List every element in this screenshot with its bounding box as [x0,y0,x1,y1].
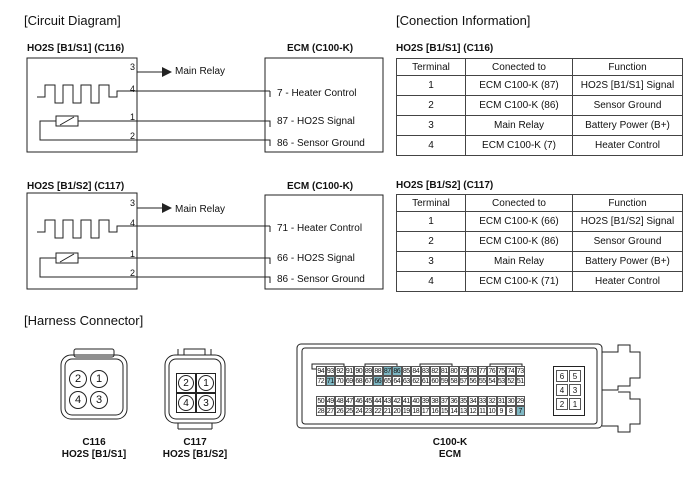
table-cell: ECM C100-K (66) [466,212,573,232]
table-cell: 1 [397,212,466,232]
connector-pin: 1 [569,398,581,410]
connector-pin: 45 [364,397,372,405]
connector-pin: 83 [421,367,429,375]
connector-pin: 30 [507,397,515,405]
connector-pin: 92 [336,367,344,375]
connector-pin: 80 [450,367,458,375]
table-cell: Sensor Ground [573,96,683,116]
wire-pin-label: 4 [130,84,136,94]
connector-pin: 56 [469,377,477,385]
wire-pin-label: 1 [130,249,136,259]
connector-pin: 29 [516,397,524,405]
ecm-title-1: ECM (C100-K) [287,43,354,54]
connection-info-heading: [Conection Information] [396,13,531,28]
wire-pin-label: 4 [130,218,136,228]
connector-pin: 74 [507,367,515,375]
connector-pin: 1 [90,370,108,388]
table-title-c117: HO2S [B1/S2] (C117) [396,180,494,191]
connector-pin: 89 [364,367,372,375]
table-cell: 3 [397,116,466,136]
connector-pin: 65 [383,377,391,385]
sensor-box-c117 [27,193,137,289]
connector-pin: 37 [440,397,448,405]
heater-element-2 [37,220,270,238]
connector-name: ECM [438,449,462,460]
table-cell: HO2S [B1/S2] Signal [573,212,683,232]
table-title-c116: HO2S [B1/S1] (C116) [396,43,494,54]
table-cell: ECM C100-K (87) [466,76,573,96]
table-cell: 2 [397,232,466,252]
connector-pin: 77 [478,367,486,375]
connector-pin: 5 [569,370,581,382]
connector-pin: 36 [450,397,458,405]
table-cell: Heater Control [573,136,683,156]
table-cell: HO2S [B1/S1] Signal [573,76,683,96]
table-cell: 4 [397,272,466,292]
connector-pin: 93 [326,367,334,375]
table-cell: 3 [397,252,466,272]
connector-pin: 48 [336,397,344,405]
harness-connector-heading: [Harness Connector] [24,313,144,328]
table-row [397,252,683,272]
connector-pin: 7 [516,406,526,416]
table-cell: ECM C100-K (7) [466,136,573,156]
connector-pin: 2 [69,370,87,388]
table-row [397,136,683,156]
connector-pin: 68 [355,377,363,385]
connector-pin: 50 [317,397,325,405]
sensor-title-c117: HO2S [B1/S2] (C117) [27,181,125,192]
connector-c117-caption [145,437,245,461]
connector-pin: 40 [412,397,420,405]
connector-pin: 28 [317,407,325,415]
connector-pin: 32 [488,397,496,405]
ecm-box-1 [265,58,383,152]
column-header: Terminal [397,59,466,76]
column-header: Terminal [397,195,466,212]
table-cell: ECM C100-K (86) [466,96,573,116]
ecm-box-2 [265,195,383,289]
connector-pin: 4 [69,391,87,409]
table-cell: ECM C100-K (86) [466,232,573,252]
connector-pin: 13 [459,407,467,415]
connector-pin: 71 [326,377,334,385]
wire-pin-label: 3 [130,198,136,208]
table-row [397,116,683,136]
connector-pin: 46 [355,397,363,405]
connector-code: C100-K [432,437,468,448]
main-relay-label-2: Main Relay [175,204,226,215]
connector-pin: 91 [345,367,353,375]
ecm-title-2: ECM (C100-K) [287,181,354,192]
wire-pin-label: 1 [130,112,136,122]
wire-pin-label: 3 [130,62,136,72]
connector-pin: 41 [402,397,410,405]
table-cell: 4 [397,136,466,156]
ecm-pin-label: 86 - Sensor Ground [277,138,365,149]
ecm-pin-label: 66 - HO2S Signal [277,253,355,264]
connector-pin: 25 [345,407,353,415]
ecm-pin-label: 86 - Sensor Ground [277,274,365,285]
connector-pin: 3 [569,384,581,396]
connector-ecm-caption [400,437,500,461]
connector-pin: 16 [431,407,439,415]
connector-pin: 88 [374,367,382,375]
connector-pin: 69 [345,377,353,385]
connector-code: C117 [183,437,207,448]
connector-pin: 31 [497,397,505,405]
table-header-row [397,59,683,76]
column-header: Conected to [466,195,573,212]
connector-pin: 60 [431,377,439,385]
ecm-pin-label: 71 - Heater Control [277,223,363,234]
connector-pin: 33 [478,397,486,405]
connector-pin: 24 [355,407,363,415]
connector-pin: 2 [556,398,568,410]
connector-pin: 67 [364,377,372,385]
connector-pin: 3 [90,391,108,409]
connector-pin: 20 [393,407,401,415]
connector-pin: 34 [469,397,477,405]
table-cell: Battery Power (B+) [573,116,683,136]
connector-pin: 84 [412,367,420,375]
connector-pin: 6 [556,370,568,382]
connector-pin: 14 [450,407,458,415]
column-header: Conected to [466,59,573,76]
connector-c116-caption [44,437,144,461]
connector-pin: 72 [317,377,325,385]
connector-pin: 59 [440,377,448,385]
column-header: Function [573,195,683,212]
connector-pin: 70 [336,377,344,385]
relay-arrow-icon [162,67,172,77]
circuit-diagram-heading: [Circuit Diagram] [24,13,121,28]
sensor-box-c116 [27,58,137,152]
connector-pin: 43 [383,397,391,405]
connector-pin: 12 [469,407,477,415]
connector-pin: 53 [497,377,505,385]
connector-pin: 63 [402,377,410,385]
connector-pin: 9 [497,406,507,416]
connector-name: HO2S [B1/S2] [162,449,228,460]
connector-pin: 49 [326,397,334,405]
connector-pin: 4 [178,395,194,411]
table-cell: Heater Control [573,272,683,292]
connector-pin: 47 [345,397,353,405]
connector-pin: 61 [421,377,429,385]
table-row [397,272,683,292]
connector-pin: 54 [488,377,496,385]
connector-pin: 21 [383,407,391,415]
table-cell: ECM C100-K (71) [466,272,573,292]
connector-pin: 44 [374,397,382,405]
connector-pin: 86 [393,367,401,375]
connector-pin: 23 [364,407,372,415]
table-row [397,96,683,116]
table-row [397,212,683,232]
connector-pin: 10 [488,407,496,415]
connection-table-c117 [396,194,683,292]
connector-pin: 35 [459,397,467,405]
connector-name: HO2S [B1/S1] [61,449,127,460]
wire-pin-label: 2 [130,268,136,278]
sensor-title-c116: HO2S [B1/S1] (C116) [27,43,125,54]
relay-arrow-icon [162,203,172,213]
table-cell: Main Relay [466,252,573,272]
table-cell: Battery Power (B+) [573,252,683,272]
connector-pin: 15 [440,407,448,415]
connector-pin: 19 [402,407,410,415]
connector-pin: 90 [355,367,363,375]
column-header: Function [573,59,683,76]
connector-pin: 18 [412,407,420,415]
connector-pin: 79 [459,367,467,375]
table-cell: Sensor Ground [573,232,683,252]
connector-pin: 39 [421,397,429,405]
table-cell: Main Relay [466,116,573,136]
connector-pin: 26 [336,407,344,415]
table-header-row [397,195,683,212]
connector-pin: 38 [431,397,439,405]
connector-pin: 17 [421,407,429,415]
connector-pin: 73 [516,367,524,375]
connector-pin: 64 [393,377,401,385]
connector-pin: 81 [440,367,448,375]
connector-pin: 52 [507,377,515,385]
connector-pin: 22 [374,407,382,415]
table-row [397,76,683,96]
wire-pin-label: 2 [130,131,136,141]
table-cell: 1 [397,76,466,96]
connector-pin: 85 [402,367,410,375]
connector-pin: 78 [469,367,477,375]
connector-pin: 94 [317,367,325,375]
connector-pin: 87 [383,367,391,375]
ecm-pin-label: 7 - Heater Control [277,88,357,99]
connector-pin: 51 [516,377,524,385]
main-relay-label-1: Main Relay [175,66,226,77]
heater-element-1 [37,85,270,103]
connector-pin: 42 [393,397,401,405]
connector-pin: 11 [479,407,486,415]
connector-pin: 66 [374,377,382,385]
table-cell: 2 [397,96,466,116]
connector-pin: 58 [450,377,458,385]
connector-pin: 75 [497,367,505,375]
connector-ecm-icon [297,344,640,432]
connector-pin: 1 [198,375,214,391]
table-row [397,232,683,252]
connector-pin: 2 [178,375,194,391]
connector-pin: 4 [556,384,568,396]
connector-pin: 57 [459,377,467,385]
ecm-pin-label: 87 - HO2S Signal [277,116,355,127]
connector-pin: 27 [326,407,334,415]
connector-pin: 76 [488,367,496,375]
connector-code: C116 [82,437,106,448]
connector-pin: 3 [198,395,214,411]
connector-pin: 55 [478,377,486,385]
connection-table-c116 [396,58,683,156]
connector-pin: 82 [431,367,439,375]
connector-pin: 62 [412,377,420,385]
connector-pin: 8 [506,406,516,416]
